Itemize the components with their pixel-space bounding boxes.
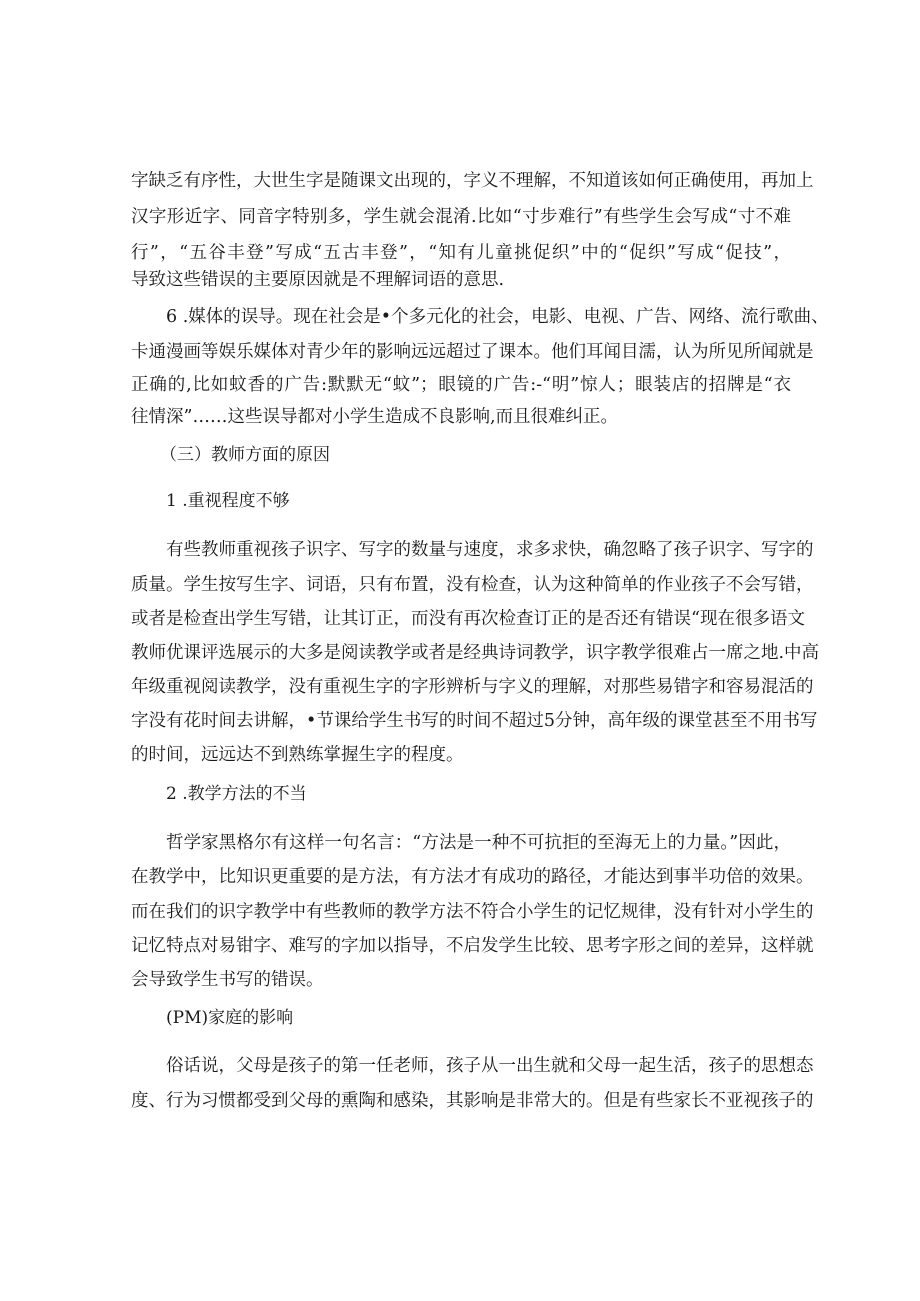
paragraph-4-line-1: 哲学家黑格尔有这样一句名言：“方法是一种不可抗拒的至海无上的力量。”因此， (166, 833, 791, 853)
paragraph-1-line-3: 行”，“五谷丰登”写成“五古丰登”，“知有儿童挑促织”中的“促织”写成“促技”， (131, 243, 791, 263)
paragraph-3-line-6: 字没有花时间去讲解，•节课给学生书写的时间不超过5分钟，高年级的课堂甚至不用书写 (131, 711, 818, 731)
sub-heading-1: 1 .重视程度不够 (166, 491, 290, 511)
paragraph-5-line-1: 俗话说，父母是孩子的第一任老师，孩子从一出生就和父母一起生活，孩子的思想态 (166, 1056, 814, 1076)
paragraph-1-line-1: 字缺乏有序性，大世生字是随课文出现的，字义不理解，不知道该如何正确使用，再加上 (131, 171, 814, 191)
paragraph-3-line-1: 有些教师重视孩子识字、写字的数量与速度，求多求快，确忽略了孩子识字、写字的 (166, 540, 814, 560)
paragraph-2-line-2: 卡通漫画等娱乐媒体对青少年的影响远远超过了课本。他们耳闻目濡，认为所见所闻就是 (131, 342, 814, 362)
paragraph-3-line-5: 年级重视阅读教学，没有重视生字的字形辨析与字义的理解，对那些易错字和容易混活的 (131, 677, 814, 697)
paragraph-1-line-2: 汉字形近字、同音字特别多，学生就会混淆.比如“寸步难行”有些学生会写成“寸不难 (131, 207, 791, 227)
paragraph-2-line-4: 往情深”……这些误导都对小学生造成不良影响,而且很难纠正。 (131, 407, 619, 427)
section-4-heading: (PM)家庭的影响 (166, 1008, 294, 1028)
paragraph-4-line-3: 而在我们的识字教学中有些教师的教学方法不符合小学生的记忆规律，没有针对小学生的 (131, 902, 814, 922)
paragraph-3-line-2: 质量。学生按写生字、词语，只有布置，没有检查，认为这种简单的作业孩子不会写错， (131, 575, 814, 595)
paragraph-3-line-3: 或者是检查出学生写错，让其订正，而没有再次检查订正的是否还有错误“现在很多语文 (131, 609, 805, 629)
paragraph-4-line-5: 会导致学生书写的错误。 (131, 970, 324, 990)
paragraph-5-line-2: 度、行为习惯都受到父母的熏陶和感染，其影响是非常大的。但是有些家长不亚视孩子的 (131, 1091, 814, 1111)
paragraph-4-line-2: 在教学中，比知识更重要的是方法，有方法才有成功的路径，才能达到事半功倍的效果。 (131, 867, 814, 887)
paragraph-4-line-4: 记忆特点对易钳字、难写的字加以指导，不启发学生比较、思考字形之间的差异，这样就 (131, 936, 814, 956)
paragraph-3-line-7: 的时间，远远达不到熟练掌握生字的程度。 (131, 745, 464, 765)
paragraph-2-line-1: 6 .媒体的误导。现在社会是•个多元化的社会，电影、电视、广告、网络、流行歌曲、 (166, 307, 829, 327)
sub-heading-2: 2 .教学方法的不当 (166, 784, 307, 804)
paragraph-2-line-3: 正确的,比如蚊香的广告:默默无“蚊”；眼镜的广告:-“明”惊人；眼装店的招牌是“衣 (131, 375, 791, 395)
section-3-heading: （三）教师方面的原因 (160, 445, 330, 465)
paragraph-1-line-4: 导致这些错误的主要原因就是不理解词语的意思. (131, 270, 505, 290)
paragraph-3-line-4: 教师优课评选展示的大多是阅读教学或者是经典诗词教学，识字教学很难占一席之地.中高 (131, 643, 820, 663)
